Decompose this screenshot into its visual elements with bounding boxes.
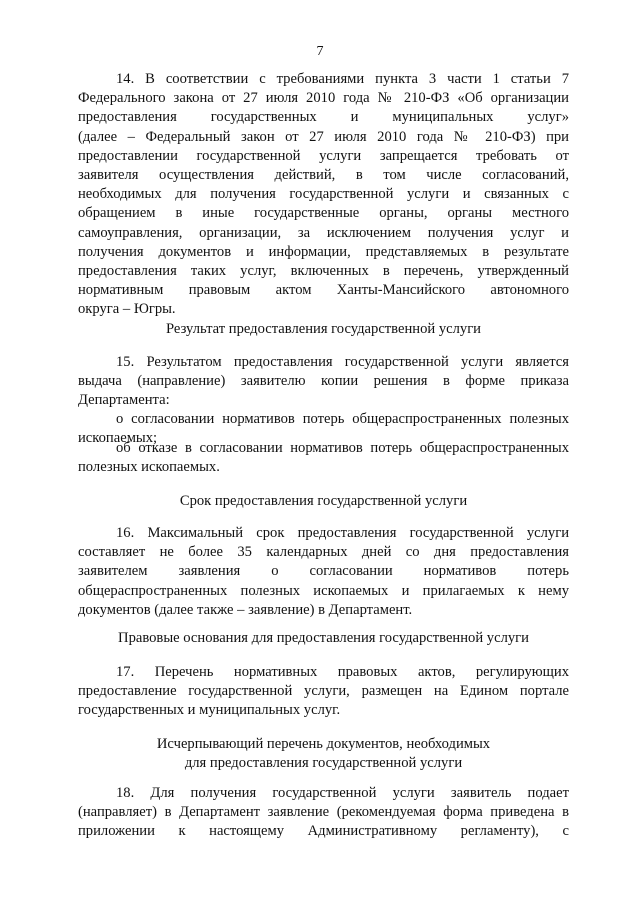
text-line: округа – Югры. xyxy=(78,301,176,318)
text-line: предоставления таких услуг, включенных в перечень, утвержденный xyxy=(78,262,569,279)
text-line: государственных и муниципальных услуг. xyxy=(78,702,341,719)
text-line: (направляет) в Департамент заявление (рекомендуемая форма приведена в xyxy=(78,804,569,821)
page-number: 7 xyxy=(316,44,324,59)
paragraph-15-option-refuse xyxy=(78,439,569,477)
text-line: заявителя осуществления действий, в том числе согласований, xyxy=(78,166,569,183)
text-line: 14. В соответствии с требованиями пункта 3 части 1 статьи 7 xyxy=(116,71,569,87)
text-line: необходимых для получения государственной услуги и связанных с xyxy=(78,186,569,203)
heading-documents xyxy=(78,735,569,773)
text-line: полезных ископаемых. xyxy=(78,459,220,476)
text-line: 18. Для получения государственной услуги заявитель подает xyxy=(116,785,569,801)
text-line: составляет не более 35 календарных дней со дня предоставления xyxy=(78,544,569,561)
heading-line: Результат предоставления государственной услуги xyxy=(166,321,481,337)
text-line: (далее – Федеральный закон от 27 июля 2010 года № 210-ФЗ) при xyxy=(78,128,569,145)
paragraph-16 xyxy=(78,524,569,620)
text-line: Департамента: xyxy=(78,392,170,409)
paragraph-17 xyxy=(78,663,569,721)
heading-legal-basis xyxy=(78,629,569,648)
text-line: Федерального закона от 27 июля 2010 года № 210-ФЗ «Об организации xyxy=(78,90,569,107)
text-line: приложении к настоящему Административному регламенту), с xyxy=(78,823,569,840)
paragraph-15 xyxy=(78,353,569,411)
text-line: предоставлении государственной услуги запрещается требовать от xyxy=(78,147,569,164)
text-line: о согласовании нормативов потерь общераспространенных полезных xyxy=(116,411,569,427)
heading-line: Исчерпывающий перечень документов, необходимых xyxy=(156,736,491,752)
heading-result xyxy=(78,320,569,339)
text-line: нормативным правовым актом Ханты-Мансийского автономного xyxy=(78,282,569,299)
text-line: 15. Результатом предоставления государственной услуги является xyxy=(116,354,569,370)
text-line: 17. Перечень нормативных правовых актов, регулирующих xyxy=(116,664,569,680)
text-line: предоставление государственной услуги, размещен на Едином портале xyxy=(78,683,569,700)
text-line: об отказе в согласовании нормативов потерь общераспространенных xyxy=(116,440,569,456)
heading-line: для предоставления государственной услуги xyxy=(184,755,463,772)
heading-line: Правовые основания для предоставления государственной услуги xyxy=(118,630,529,646)
text-line: предоставления государственных и муниципальных услуг» xyxy=(78,109,569,126)
text-line: документов (далее также – заявление) в Департамент. xyxy=(78,601,413,618)
paragraph-14 xyxy=(78,70,569,319)
text-line: 16. Максимальный срок предоставления государственной услуги xyxy=(116,525,569,541)
heading-line: Срок предоставления государственной услуги xyxy=(179,493,468,509)
text-line: самоуправления, организации, за исключением получения услуг и xyxy=(78,224,569,241)
text-line: выдача (направление) заявителю копии решения в форме приказа xyxy=(78,373,569,390)
text-line: заявителем заявления о согласовании нормативов потерь xyxy=(78,563,569,580)
paragraph-18 xyxy=(78,784,569,842)
text-line: ископаемых; xyxy=(78,430,158,447)
text-line: получения документов и информации, представляемых в результате xyxy=(78,243,569,260)
text-line: обращением в иные государственные органы, органы местного xyxy=(78,205,569,222)
heading-term xyxy=(78,492,569,511)
text-line: общераспространенных полезных ископаемых и прилагаемых к нему xyxy=(78,582,569,599)
